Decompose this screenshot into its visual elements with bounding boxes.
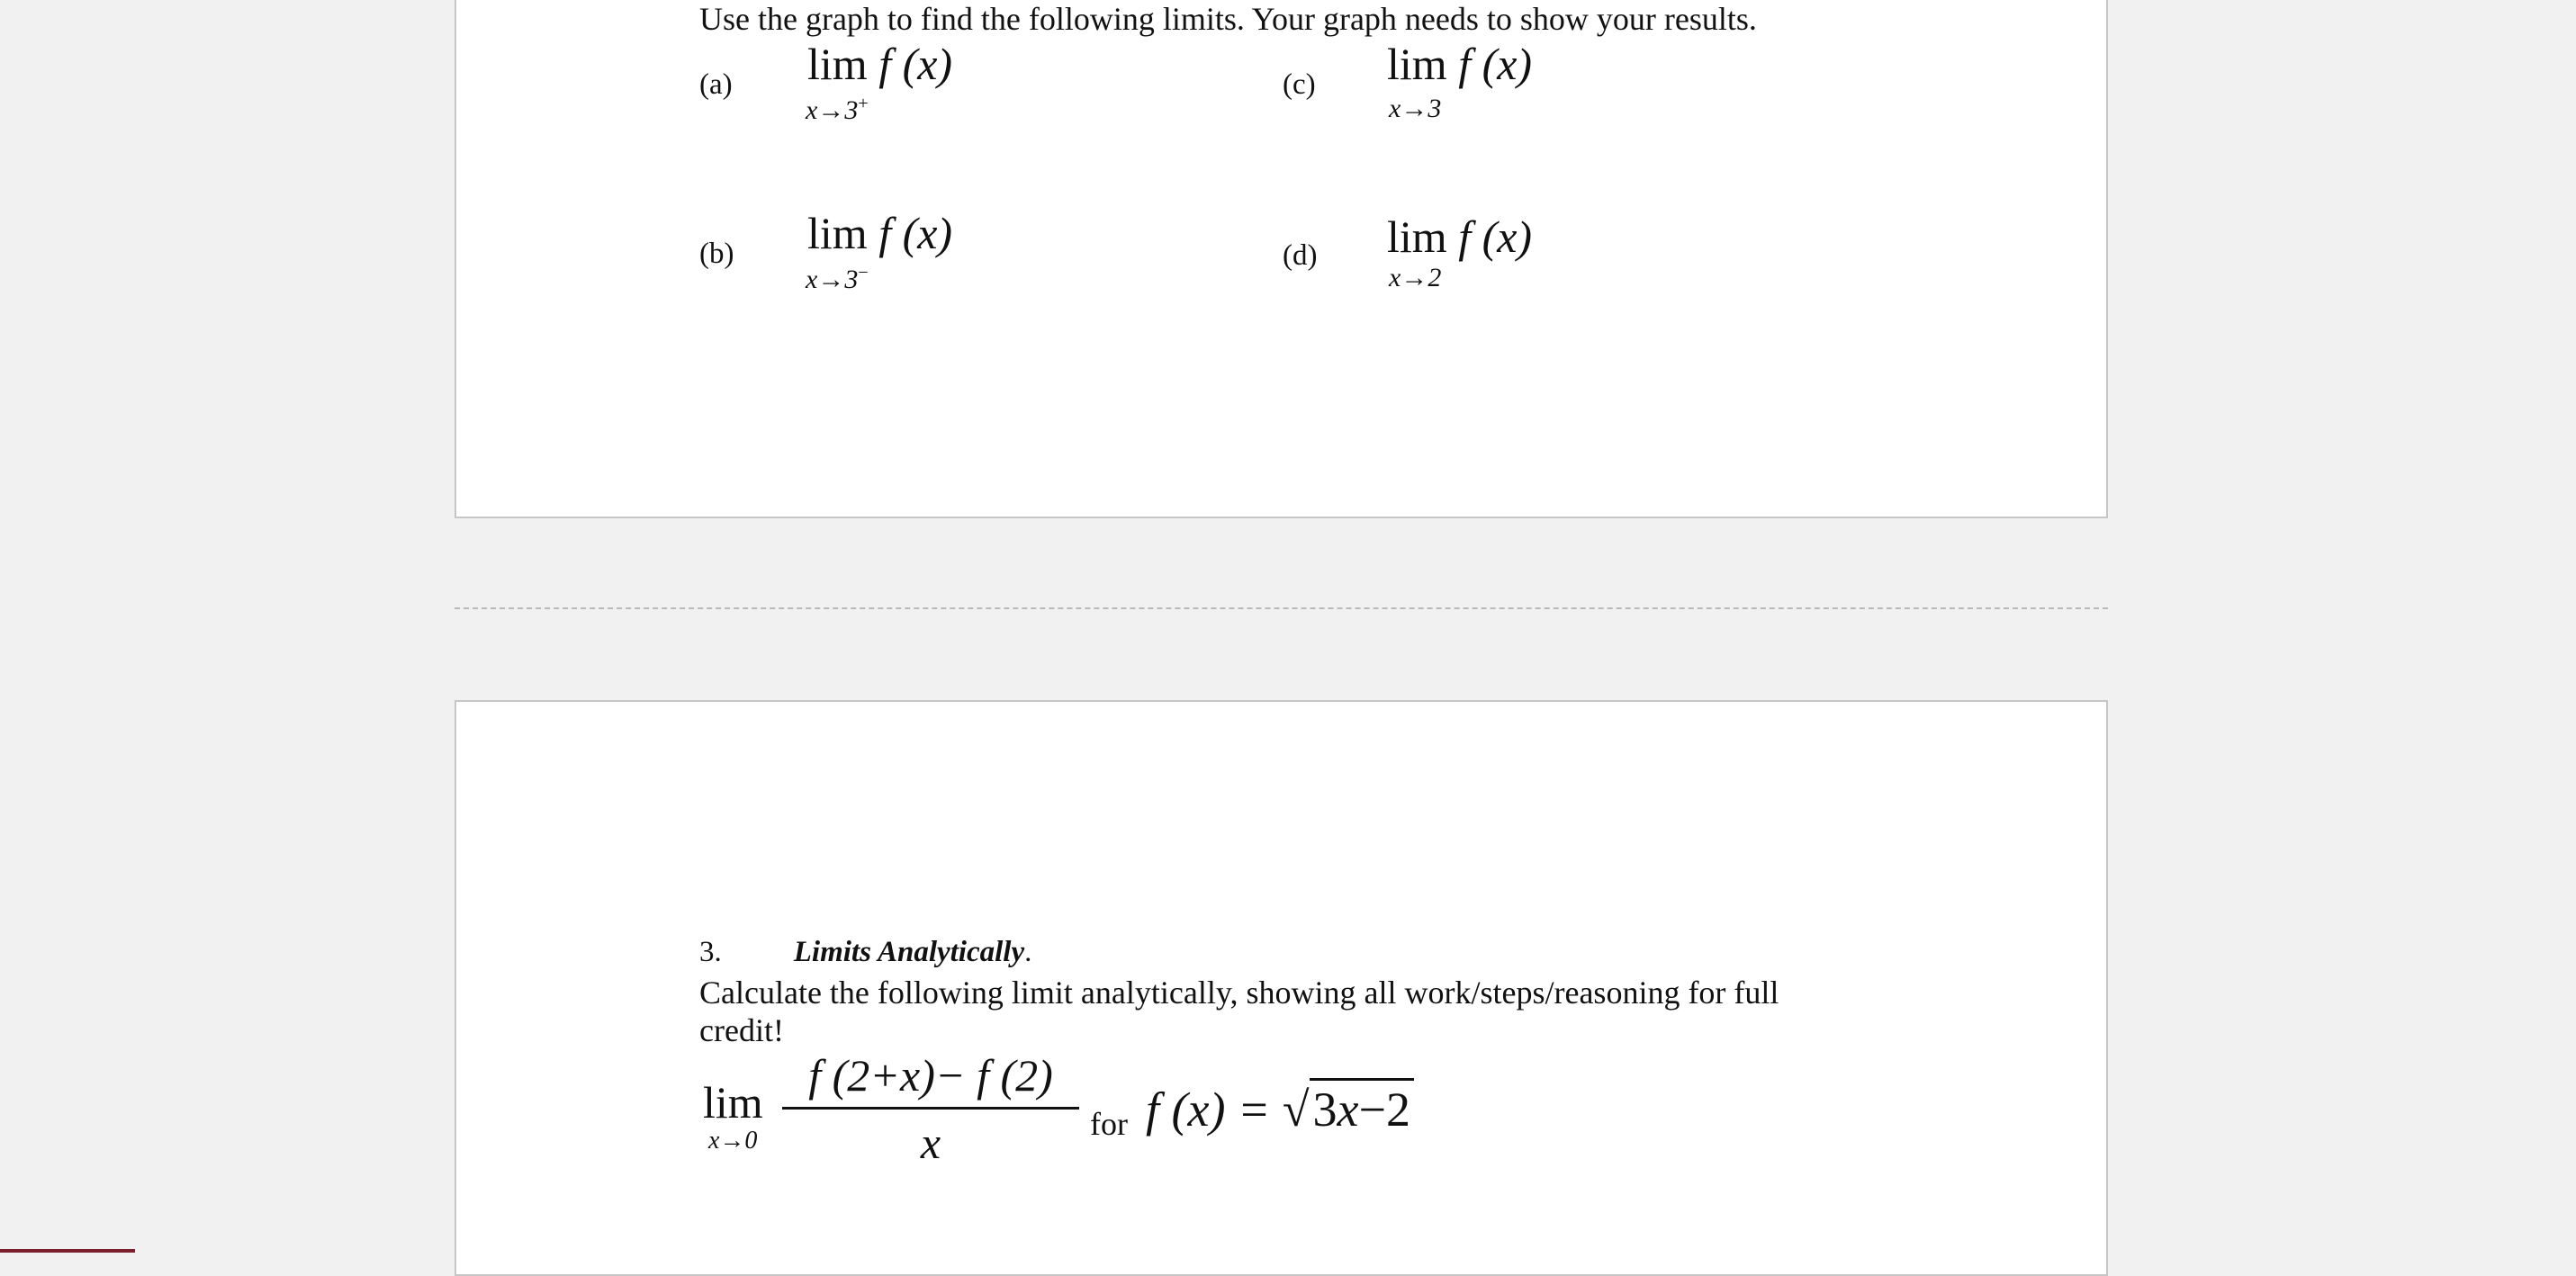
document-page-2 bbox=[455, 700, 2108, 1276]
fx-lhs: f (x) = bbox=[1146, 1083, 1271, 1137]
fraction-denominator: x bbox=[920, 1118, 941, 1168]
radicand: 3x−2 bbox=[1310, 1078, 1414, 1137]
fraction-bar bbox=[782, 1107, 1079, 1110]
lim-word: lim bbox=[1387, 211, 1447, 262]
fraction-numerator: f (2+x)− f (2) bbox=[808, 1050, 1053, 1101]
square-root bbox=[1283, 1082, 1414, 1137]
question-title: Limits Analytically bbox=[793, 936, 1025, 968]
lim-word: lim bbox=[807, 208, 868, 258]
limit-d bbox=[1387, 211, 1533, 262]
limit-b-subscript: x→3− bbox=[806, 263, 869, 294]
limit-d-subscript: x→2 bbox=[1389, 263, 1442, 292]
bottom-accent-strip bbox=[0, 1249, 135, 1253]
radical-sign: √ bbox=[1282, 1083, 1310, 1137]
lim-word: lim bbox=[807, 39, 868, 89]
item-label-d: (d) bbox=[1283, 239, 1318, 272]
for-word: for bbox=[1090, 1106, 1128, 1142]
question-body: Calculate the following limit analytically, showing all work/steps/reasoning for full credit! bbox=[699, 975, 1779, 1048]
lim-word: lim bbox=[1387, 39, 1447, 89]
limit-a bbox=[807, 39, 953, 89]
formula-lim-word: lim bbox=[703, 1077, 763, 1128]
limit-a-subscript: x→3+ bbox=[806, 94, 869, 125]
function-definition bbox=[1146, 1082, 1414, 1137]
instruction-text: Use the graph to find the following limits. Your graph needs to show your results. bbox=[699, 1, 1757, 37]
function-expr: f (x) bbox=[1458, 39, 1533, 89]
limit-c-subscript: x→3 bbox=[1389, 94, 1442, 123]
function-expr: f (x) bbox=[1458, 211, 1533, 262]
item-label-c: (c) bbox=[1283, 68, 1316, 101]
difference-quotient bbox=[782, 1049, 1079, 1169]
item-label-b: (b) bbox=[699, 238, 734, 270]
function-expr: f (x) bbox=[878, 39, 953, 89]
document-page-1 bbox=[455, 0, 2108, 518]
limit-c bbox=[1387, 39, 1533, 89]
page-break-line bbox=[455, 607, 2108, 609]
question-number: 3. bbox=[699, 936, 722, 968]
item-label-a: (a) bbox=[699, 68, 733, 101]
question-heading: 3. Limits Analytically. bbox=[699, 936, 1032, 968]
formula-lim-subscript: x→0 bbox=[708, 1127, 758, 1155]
function-expr: f (x) bbox=[878, 208, 953, 258]
limit-b bbox=[807, 208, 953, 258]
